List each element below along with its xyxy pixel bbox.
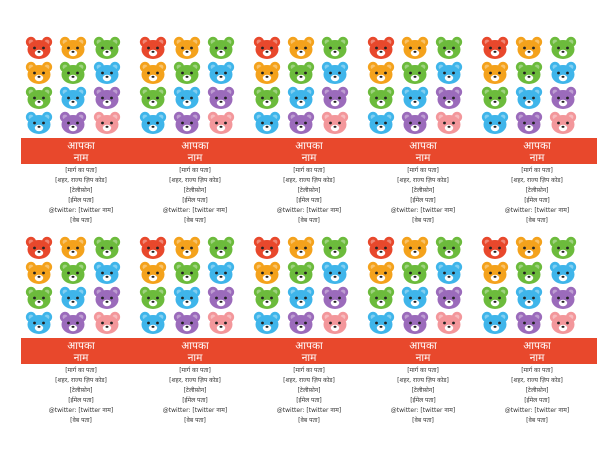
telephone: [टेलीफ़ोन] (525, 387, 549, 394)
bear-face-icon (549, 236, 577, 260)
city-state-zip: [शहर, राज्य ज़िप कोड] (511, 377, 563, 384)
web-address: [वेब पता] (184, 417, 206, 424)
bear-face-icon (367, 311, 395, 335)
bear-face-icon (287, 61, 315, 85)
bear-face-icon (515, 111, 543, 135)
email-address: [ईमेल पता] (410, 397, 436, 404)
telephone: [टेलीफ़ोन] (183, 187, 207, 194)
bear-face-icon (207, 311, 235, 335)
bear-face-icon (93, 111, 121, 135)
bear-face-icon (435, 86, 463, 110)
email-address: [ईमेल पता] (296, 397, 322, 404)
business-card (252, 234, 366, 434)
bear-pattern (24, 34, 138, 134)
bear-face-icon (549, 311, 577, 335)
card-name-line1: आपका (295, 140, 323, 152)
street-address: [मार्ग का पता] (407, 367, 439, 374)
business-card (252, 34, 366, 234)
bear-face-icon (515, 61, 543, 85)
web-address: [वेब पता] (184, 217, 206, 224)
bear-face-icon (481, 111, 509, 135)
email-address: [ईमेल पता] (410, 197, 436, 204)
email-address: [ईमेल पता] (296, 197, 322, 204)
twitter-handle: @twitter: [twitter नाम] (504, 407, 570, 414)
city-state-zip: [शहर, राज्य ज़िप कोड] (397, 177, 449, 184)
bear-face-icon (173, 86, 201, 110)
bear-face-icon (435, 36, 463, 60)
bear-pattern (138, 34, 252, 134)
telephone: [टेलीफ़ोन] (411, 187, 435, 194)
bear-face-icon (435, 311, 463, 335)
bear-face-icon (93, 261, 121, 285)
street-address: [मार्ग का पता] (521, 367, 553, 374)
twitter-handle: @twitter: [twitter नाम] (162, 407, 228, 414)
bear-face-icon (401, 111, 429, 135)
bear-face-icon (207, 261, 235, 285)
bear-face-icon (207, 36, 235, 60)
city-state-zip: [शहर, राज्य ज़िप कोड] (169, 177, 221, 184)
bear-face-icon (435, 261, 463, 285)
bear-face-icon (59, 311, 87, 335)
bear-face-icon (549, 36, 577, 60)
bear-face-icon (253, 236, 281, 260)
bear-face-icon (253, 36, 281, 60)
business-card (366, 34, 480, 234)
twitter-handle: @twitter: [twitter नाम] (162, 207, 228, 214)
street-address: [मार्ग का पता] (407, 167, 439, 174)
bear-face-icon (367, 36, 395, 60)
card-name-line2: नाम (529, 352, 545, 364)
bear-face-icon (25, 286, 53, 310)
twitter-handle: @twitter: [twitter नाम] (276, 207, 342, 214)
bear-face-icon (481, 86, 509, 110)
bear-face-icon (481, 311, 509, 335)
street-address: [मार्ग का पता] (65, 167, 97, 174)
card-name-line2: नाम (301, 352, 317, 364)
twitter-handle: @twitter: [twitter नाम] (48, 207, 114, 214)
web-address: [वेब पता] (526, 217, 548, 224)
business-card (366, 234, 480, 434)
bear-pattern (24, 234, 138, 334)
twitter-handle: @twitter: [twitter नाम] (504, 207, 570, 214)
telephone: [टेलीफ़ोन] (297, 387, 321, 394)
bear-face-icon (207, 86, 235, 110)
bear-face-icon (515, 236, 543, 260)
bear-face-icon (549, 111, 577, 135)
street-address: [मार्ग का पता] (179, 367, 211, 374)
telephone: [टेलीफ़ोन] (525, 187, 549, 194)
card-name-line1: आपका (523, 140, 551, 152)
bear-face-icon (287, 311, 315, 335)
bear-face-icon (25, 36, 53, 60)
bear-face-icon (93, 61, 121, 85)
telephone: [टेलीफ़ोन] (69, 387, 93, 394)
bear-face-icon (549, 61, 577, 85)
bear-face-icon (207, 61, 235, 85)
bear-face-icon (139, 61, 167, 85)
bear-face-icon (59, 261, 87, 285)
bear-face-icon (287, 86, 315, 110)
bear-face-icon (59, 111, 87, 135)
bear-face-icon (25, 111, 53, 135)
bear-face-icon (25, 311, 53, 335)
bear-face-icon (549, 261, 577, 285)
bear-face-icon (401, 86, 429, 110)
bear-face-icon (515, 36, 543, 60)
street-address: [मार्ग का पता] (179, 167, 211, 174)
bear-face-icon (59, 61, 87, 85)
bear-face-icon (93, 36, 121, 60)
bear-face-icon (515, 311, 543, 335)
bear-face-icon (253, 86, 281, 110)
bear-face-icon (287, 36, 315, 60)
bear-face-icon (321, 286, 349, 310)
bear-face-icon (401, 311, 429, 335)
bear-face-icon (173, 286, 201, 310)
telephone: [टेलीफ़ोन] (411, 387, 435, 394)
bear-face-icon (59, 86, 87, 110)
bear-face-icon (367, 261, 395, 285)
bear-face-icon (93, 311, 121, 335)
bear-face-icon (93, 236, 121, 260)
bear-face-icon (25, 261, 53, 285)
business-card (24, 34, 138, 234)
bear-face-icon (435, 286, 463, 310)
bear-face-icon (59, 36, 87, 60)
bear-face-icon (139, 36, 167, 60)
bear-face-icon (481, 36, 509, 60)
business-card (480, 234, 594, 434)
bear-face-icon (321, 236, 349, 260)
bear-face-icon (207, 111, 235, 135)
bear-face-icon (321, 311, 349, 335)
bear-face-icon (481, 261, 509, 285)
card-name-line2: नाम (415, 152, 431, 164)
street-address: [मार्ग का पता] (521, 167, 553, 174)
bear-pattern (366, 34, 480, 134)
web-address: [वेब पता] (412, 417, 434, 424)
bear-face-icon (59, 236, 87, 260)
bear-face-icon (401, 261, 429, 285)
bear-face-icon (481, 61, 509, 85)
bear-face-icon (549, 86, 577, 110)
city-state-zip: [शहर, राज्य ज़िप कोड] (169, 377, 221, 384)
bear-pattern (252, 234, 366, 334)
bear-pattern (252, 34, 366, 134)
street-address: [मार्ग का पता] (65, 367, 97, 374)
bear-face-icon (321, 36, 349, 60)
bear-face-icon (367, 86, 395, 110)
bear-face-icon (401, 286, 429, 310)
bear-pattern (480, 34, 594, 134)
card-name-line2: नाम (73, 352, 89, 364)
city-state-zip: [शहर, राज्य ज़िप कोड] (55, 177, 107, 184)
bear-face-icon (173, 36, 201, 60)
bear-pattern (366, 234, 480, 334)
bear-face-icon (287, 286, 315, 310)
business-card (138, 234, 252, 434)
city-state-zip: [शहर, राज्य ज़िप कोड] (55, 377, 107, 384)
bear-face-icon (287, 236, 315, 260)
card-name-line2: नाम (529, 152, 545, 164)
bear-face-icon (25, 86, 53, 110)
bear-face-icon (287, 261, 315, 285)
telephone: [टेलीफ़ोन] (183, 387, 207, 394)
bear-face-icon (253, 311, 281, 335)
bear-face-icon (93, 86, 121, 110)
bear-face-icon (435, 236, 463, 260)
email-address: [ईमेल पता] (68, 197, 94, 204)
business-card (24, 234, 138, 434)
bear-face-icon (287, 111, 315, 135)
bear-face-icon (207, 286, 235, 310)
card-name-line2: नाम (73, 152, 89, 164)
bear-face-icon (515, 286, 543, 310)
bear-face-icon (173, 61, 201, 85)
card-name-line1: आपका (67, 340, 95, 352)
email-address: [ईमेल पता] (524, 197, 550, 204)
bear-face-icon (481, 236, 509, 260)
card-name-line2: नाम (187, 352, 203, 364)
card-name-line1: आपका (409, 340, 437, 352)
bear-face-icon (25, 61, 53, 85)
bear-face-icon (367, 286, 395, 310)
city-state-zip: [शहर, राज्य ज़िप कोड] (283, 177, 335, 184)
street-address: [मार्ग का पता] (293, 167, 325, 174)
card-name-line2: नाम (415, 352, 431, 364)
web-address: [वेब पता] (412, 217, 434, 224)
web-address: [वेब पता] (70, 217, 92, 224)
bear-face-icon (401, 36, 429, 60)
bear-face-icon (139, 286, 167, 310)
bear-face-icon (515, 261, 543, 285)
business-card (138, 34, 252, 234)
web-address: [वेब पता] (526, 417, 548, 424)
twitter-handle: @twitter: [twitter नाम] (48, 407, 114, 414)
street-address: [मार्ग का पता] (293, 367, 325, 374)
card-name-line1: आपका (523, 340, 551, 352)
email-address: [ईमेल पता] (524, 397, 550, 404)
telephone: [टेलीफ़ोन] (297, 187, 321, 194)
card-name-line1: आपका (181, 140, 209, 152)
bear-face-icon (401, 236, 429, 260)
bear-face-icon (173, 311, 201, 335)
telephone: [टेलीफ़ोन] (69, 187, 93, 194)
email-address: [ईमेल पता] (68, 397, 94, 404)
bear-face-icon (367, 236, 395, 260)
bear-face-icon (401, 61, 429, 85)
bear-face-icon (139, 261, 167, 285)
bear-pattern (138, 234, 252, 334)
bear-face-icon (139, 311, 167, 335)
business-card (480, 34, 594, 234)
city-state-zip: [शहर, राज्य ज़िप कोड] (397, 377, 449, 384)
bear-face-icon (59, 286, 87, 310)
bear-face-icon (515, 86, 543, 110)
web-address: [वेब पता] (70, 417, 92, 424)
bear-face-icon (139, 236, 167, 260)
bear-face-icon (321, 61, 349, 85)
card-name-line2: नाम (301, 152, 317, 164)
bear-face-icon (321, 86, 349, 110)
bear-face-icon (435, 61, 463, 85)
bear-face-icon (93, 286, 121, 310)
bear-face-icon (253, 61, 281, 85)
web-address: [वेब पता] (298, 217, 320, 224)
bear-pattern (480, 234, 594, 334)
bear-face-icon (173, 261, 201, 285)
card-name-line1: आपका (409, 140, 437, 152)
bear-face-icon (139, 86, 167, 110)
twitter-handle: @twitter: [twitter नाम] (276, 407, 342, 414)
city-state-zip: [शहर, राज्य ज़िप कोड] (283, 377, 335, 384)
bear-face-icon (25, 236, 53, 260)
bear-face-icon (207, 236, 235, 260)
twitter-handle: @twitter: [twitter नाम] (390, 407, 456, 414)
card-name-line1: आपका (181, 340, 209, 352)
bear-face-icon (173, 111, 201, 135)
bear-face-icon (435, 111, 463, 135)
card-name-line1: आपका (67, 140, 95, 152)
bear-face-icon (321, 111, 349, 135)
city-state-zip: [शहर, राज्य ज़िप कोड] (511, 177, 563, 184)
bear-face-icon (481, 286, 509, 310)
bear-face-icon (139, 111, 167, 135)
bear-face-icon (253, 111, 281, 135)
bear-face-icon (321, 261, 349, 285)
bear-face-icon (367, 111, 395, 135)
bear-face-icon (549, 286, 577, 310)
twitter-handle: @twitter: [twitter नाम] (390, 207, 456, 214)
bear-face-icon (253, 261, 281, 285)
email-address: [ईमेल पता] (182, 197, 208, 204)
email-address: [ईमेल पता] (182, 397, 208, 404)
bear-face-icon (367, 61, 395, 85)
card-name-line1: आपका (295, 340, 323, 352)
bear-face-icon (253, 286, 281, 310)
card-name-line2: नाम (187, 152, 203, 164)
web-address: [वेब पता] (298, 417, 320, 424)
bear-face-icon (173, 236, 201, 260)
